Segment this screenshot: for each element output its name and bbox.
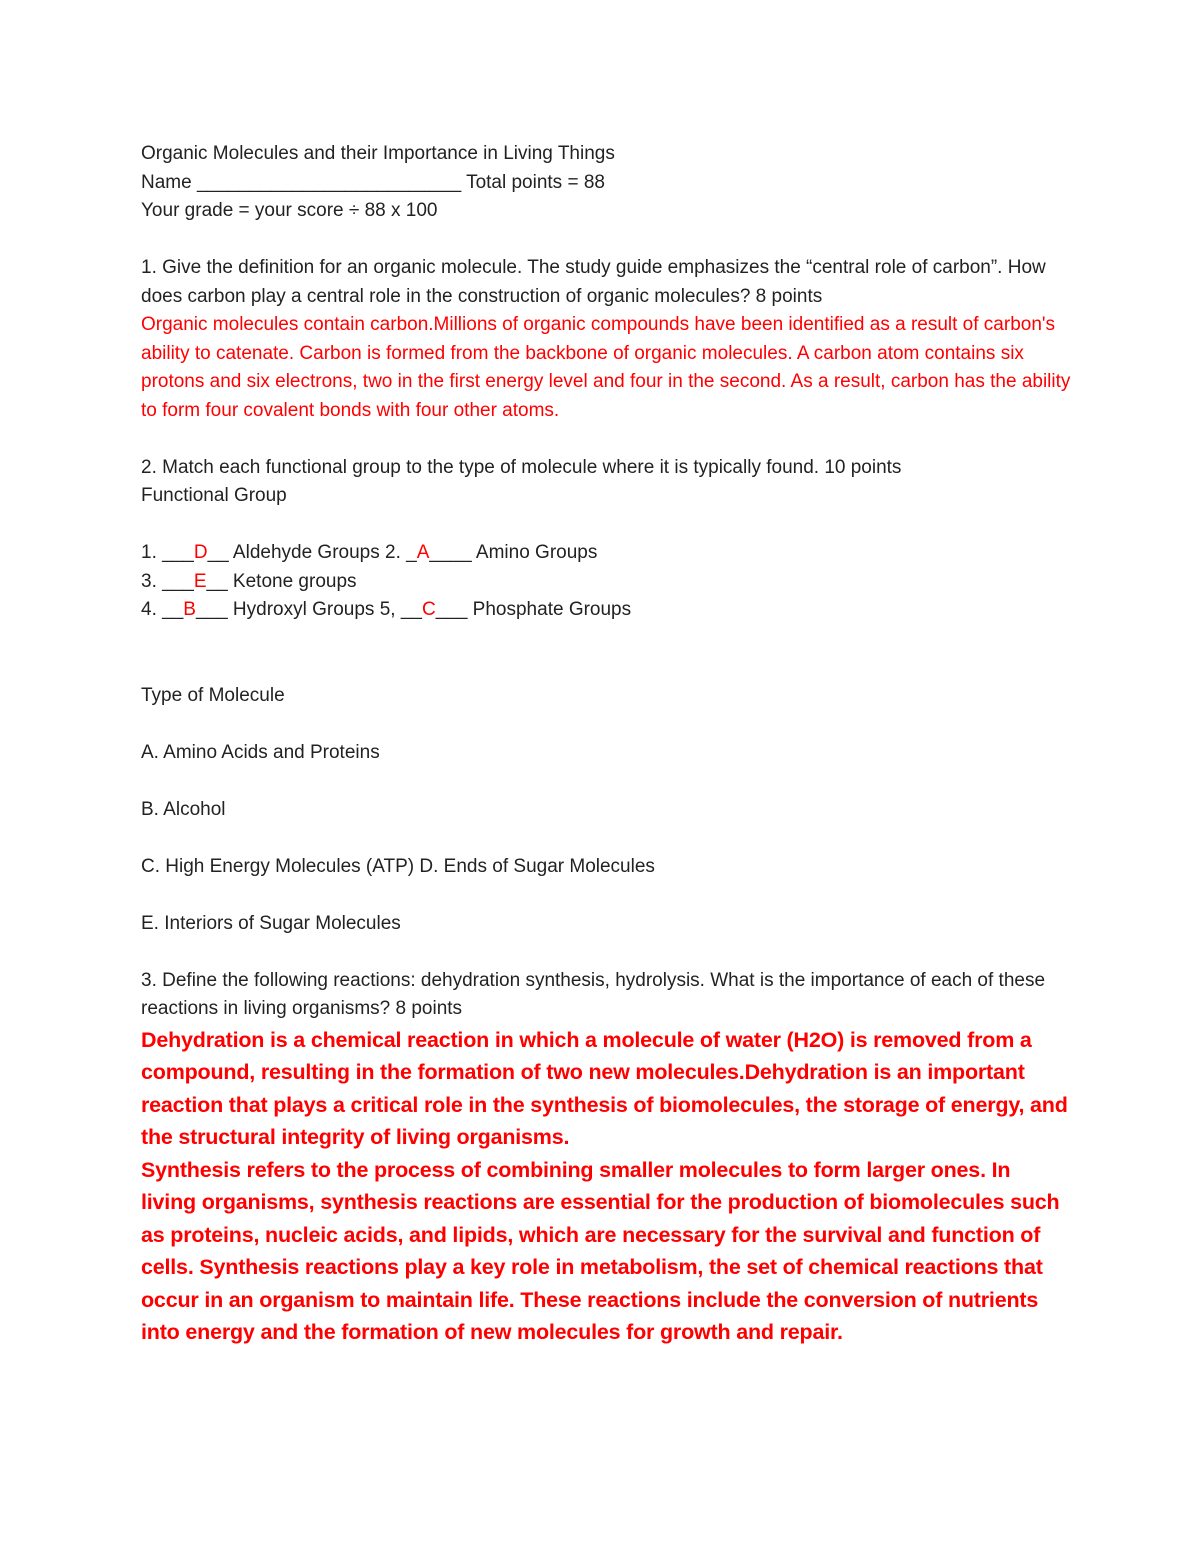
- match-row-2: [141, 568, 1071, 597]
- match-text: ___ Hydroxyl Groups 5, __: [195, 599, 422, 620]
- spacer: [141, 425, 1071, 454]
- match-text: 4. __: [141, 599, 184, 620]
- match-answer-1: D: [193, 542, 208, 563]
- question-2: 2. Match each functional group to the type of molecule where it is typically found. 10 points: [141, 456, 902, 478]
- match-text: ____ Amino Groups: [429, 542, 598, 563]
- answer-3-dehydration: Dehydration is a chemical reaction in which a molecule of water (H2O) is removed from a compound, resulting in the formation of two new molecules.Dehydration is an important reaction that plays a critical role in the synthesis of biomolecules, the storage of energy, and the structural integrity of living organisms.: [141, 1027, 1068, 1149]
- match-text: __ Aldehyde Groups 2. _: [207, 542, 417, 563]
- match-answer-3: E: [193, 570, 207, 592]
- match-text: 1. ___: [141, 542, 194, 563]
- match-text: 3. ___: [141, 570, 194, 592]
- spacer: [141, 226, 1071, 255]
- match-text: ___ Phosphate Groups: [435, 599, 632, 620]
- molecule-option-c-d: C. High Energy Molecules (ATP) D. Ends of Sugar Molecules: [141, 855, 655, 877]
- spacer: [141, 938, 1071, 967]
- answer-3-synthesis: Synthesis refers to the process of combining smaller molecules to form larger ones. In living organisms, synthesis reactions are essential for the production of biomolecules such as proteins, nucleic acids, and lipids, which are necessary for the survival and function of cells. Synthesis reactions play a key role in metabolism, the set of chemical reactions that occur in an organism to maintain life. These reactions include the conversion of nutrients into energy and the formation of new molecules for growth and repair.: [141, 1157, 1060, 1344]
- spacer: [141, 824, 1071, 853]
- molecule-option-e: E. Interiors of Sugar Molecules: [141, 912, 401, 934]
- spacer: [141, 710, 1071, 739]
- answer-1: Organic molecules contain carbon.Millions of organic compounds have been identified as a result of carbon's ability to catenate. Carbon is formed from the backbone of organic molecules. A carbon atom contains six protons and six electrons, two in the first energy level and four in the second. As a result, carbon has the ability to form four covalent bonds with four other atoms.: [141, 314, 1071, 421]
- question-3: 3. Define the following reactions: dehydration synthesis, hydrolysis. What is the importance of each of these reactions in living organisms? 8 points: [141, 969, 1046, 1019]
- molecule-type-heading: Type of Molecule: [141, 684, 285, 706]
- match-row-3: [141, 596, 1071, 625]
- molecule-option-b: B. Alcohol: [141, 798, 226, 820]
- question-1: 1. Give the definition for an organic molecule. The study guide emphasizes the “central role of carbon”. How does carbon play a central role in the construction of organic molecules? 8 points: [141, 257, 1046, 307]
- spacer: [141, 767, 1071, 796]
- match-row-1: [141, 539, 1071, 568]
- document-title: Organic Molecules and their Importance in Living Things: [141, 143, 615, 164]
- grade-formula: Your grade = your score ÷ 88 x 100: [141, 200, 438, 221]
- spacer: [141, 881, 1071, 910]
- match-answer-5: C: [421, 599, 436, 620]
- match-answer-4: B: [183, 599, 196, 620]
- match-text: __ Ketone groups: [206, 570, 357, 592]
- match-answer-2: A: [416, 542, 430, 563]
- spacer: [141, 653, 1071, 682]
- name-line: Name _________________________ Total points = 88: [141, 171, 605, 193]
- spacer: [141, 625, 1071, 654]
- spacer: [141, 511, 1071, 540]
- functional-group-heading: Functional Group: [141, 485, 287, 506]
- molecule-option-a: A. Amino Acids and Proteins: [141, 741, 380, 763]
- document-page: [141, 140, 1071, 1349]
